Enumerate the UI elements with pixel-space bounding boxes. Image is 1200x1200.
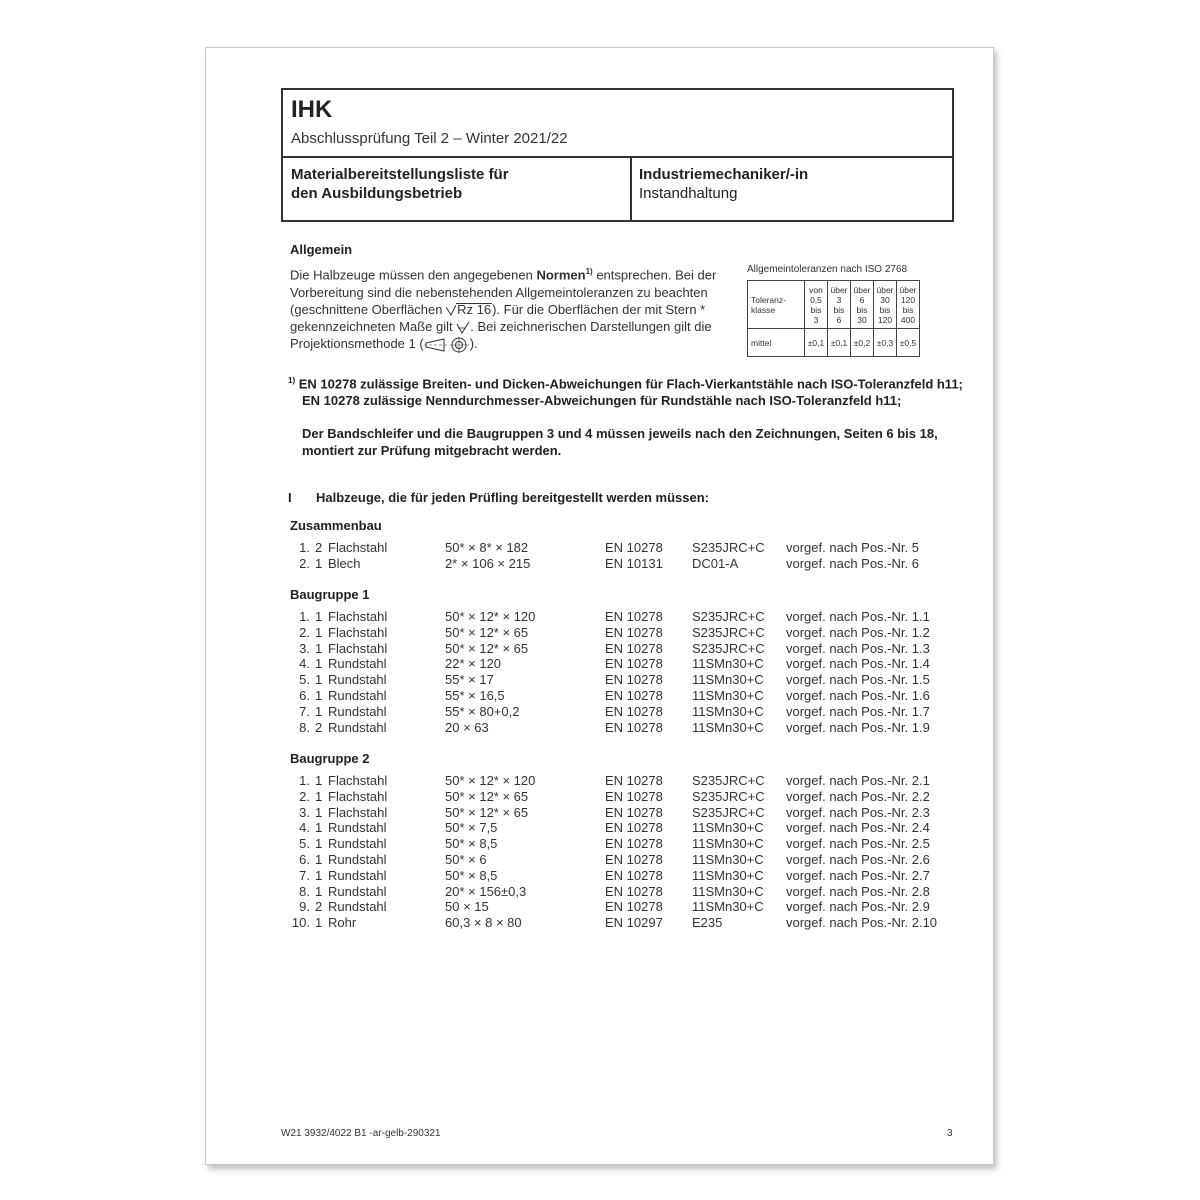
footer-code: W21 3932/4022 B1 -ar-gelb-290321 [281, 1128, 441, 1139]
document-title-line1: Materialbereitstellungsliste für [291, 166, 509, 183]
norms-footnote-ref: 1) [585, 267, 593, 276]
assembly-note-line1: Der Bandschleifer und die Baugruppen 3 und 4 müssen jeweils nach den Zeichnungen, Seiten 6 bis 18, [302, 426, 938, 441]
footnote-line2: EN 10278 zulässige Nenndurchmesser-Abweichungen für Rundstähle nach ISO-Toleranzfeld h11; [302, 392, 902, 408]
tolerance-table [747, 280, 920, 357]
tolerance-value: ±0,2 [851, 329, 874, 357]
general-text-c: entsprechen. Bei der Vorbereitung sind die nebenstehenden Allgemeintoleranzen zu beachten (geschnittene Oberflächen [290, 267, 717, 317]
tolerance-value: ±0,3 [874, 329, 897, 357]
general-text-e: . Bei zeichnerischen Darstellungen gilt die Projektionsmethode 1 ( [290, 318, 712, 352]
section-heading [288, 490, 709, 505]
group-heading-zusammenbau: Zusammenbau [290, 518, 382, 533]
assembly-note [302, 426, 982, 459]
tolerance-range-row [748, 281, 920, 329]
group-heading-baugruppe-1: Baugruppe 1 [290, 587, 370, 602]
tolerance-table-title: Allgemeintoleranzen nach ISO 2768 [747, 264, 908, 275]
general-paragraph [290, 263, 730, 353]
footnote-marker: 1) [288, 376, 296, 385]
range-cell: von 0,5 bis 3 [805, 281, 828, 329]
general-text-f: ). [469, 336, 478, 352]
occupation-specialty: Instandhaltung [639, 185, 738, 202]
footnote-line1: EN 10278 zulässige Breiten- und Dicken-Abweichungen für Flach-Vierkantstähle nach ISO-Toleranzfeld h11; [298, 376, 963, 392]
tolerance-class-name: mittel [748, 329, 805, 357]
assembly-note-line2: montiert zur Prüfung mitgebracht werden. [302, 442, 562, 458]
tolerance-value-row [748, 329, 920, 357]
header-top-section [283, 90, 952, 158]
header-divider [630, 158, 632, 222]
occupation-block [639, 165, 808, 203]
projection-method-icon [424, 337, 470, 353]
exam-header-box [281, 88, 954, 222]
section-title: Halbzeuge, die für jeden Prüfling bereitgestellt werden müssen: [316, 490, 709, 505]
range-cell: über 3 bis 6 [828, 281, 851, 329]
surface-roughness-icon [446, 305, 456, 316]
norms-keyword: Normen [536, 267, 586, 283]
range-cell: über 30 bis 120 [874, 281, 897, 329]
page-number: 3 [947, 1128, 953, 1139]
document-title [291, 165, 621, 203]
group-heading-baugruppe-2: Baugruppe 2 [290, 751, 370, 766]
tolerance-class-header: Toleranz- klasse [748, 281, 805, 329]
range-cell: über 120 bis 400 [897, 281, 920, 329]
section-number: I [288, 490, 292, 505]
tolerance-value: ±0,5 [897, 329, 920, 357]
footnote [288, 373, 988, 409]
general-text-a: Die Halbzeuge müssen den angegebenen [290, 267, 537, 283]
occupation-title: Industriemechaniker/-in [639, 166, 809, 183]
roughness-value: Rz 16 [457, 301, 492, 317]
surface-symbol-icon [456, 321, 470, 334]
range-cell: über 6 bis 30 [851, 281, 874, 329]
general-heading: Allgemein [290, 242, 353, 257]
org-name: IHK [291, 96, 333, 123]
document-page: IHK Abschlussprüfung Teil 2 – Winter 2021/22 Materialbereitstellungsliste für den Ausbildungsbetrieb Industriemechaniker/-in Instandhaltung Allgemein Die Halbzeuge müssen den angegebenen Normen$^{1)}$ entsprechen. Bei der Vorbereitung sind die nebenstehenden Allgemeintoleranzen zu beachten (geschnittene Oberflächen Rz 16). Für die Oberflächen der mit Stern * gekennzeichneten Maße gilt . Bei zeichnerischen Darstellungen gilt die Projektionsmethode 1 ( ). Allgemeintoleranzen nach ISO 2768 Toleranz- klasse von 0,5 bis 3 über 3 bis 6 über 6 bis 30 über 30 bis 120 über 120 bis 400 mittel ±0,1 ±0,1 ±0,2 ±0,3 ±0,5 $^{1)}$ EN 10278 zulässige Breiten- und Dicken-Abweichungen für Flach-Vierkantstähle nach ISO-Toleranzfeld h11; EN 10278 zulässige Nenndurchmesser-Abweichungen für Rundstähle nach ISO-Toleranzfeld h11; Der Bandschleifer und die Baugruppen 3 und 4 müssen jeweils nach den Zeichnungen, Seiten 6 bis 18, montiert zur Prüfung mitgebracht werden. I Halbzeuge, die für jeden Prüfling bereitgestellt werden müssen: Zusammenbau 1. 2 Flachstahl 50* × 8* × 182 EN 10278 S235JRC+C vorgef. nach Pos.-Nr. 5 2. 1 Blech 2* × 106 × 215 EN 10131 DC01-A vorgef. nach Pos.-Nr. 6 Baugruppe 1 1. 1 Flachstahl 50* × 12* × 120 EN 10278 S235JRC+C vorgef. nach Pos.-Nr. 1.1 2. 1 Flachstahl 50* × 12* × 65 EN 10278 S235JRC+C vorgef. nach Pos.-Nr. 1.2 3. 1 Flachstahl 50* × 12* × 65 EN 10278 S235JRC+C vorgef. nach Pos.-Nr. 1.3 4. 1 Rundstahl 22* × 120 EN 10278 11SMn30+C vorgef. nach Pos.-Nr. 1.4 5. 1 Rundstahl 55* × 17 EN 10278 11SMn30+C vorgef. nach Pos.-Nr. 1.5 6. 1 Rundstahl 55* × 16,5 EN 10278 11SMn30+C vorgef. nach Pos.-Nr. 1.6 7. 1 Rundstahl 55* × 80+0,2 EN 10278 11SMn30+C vorgef. nach Pos.-Nr. 1.7 8. 2 Rundstahl 20 × 63 EN 10278 11SMn30+C vorgef. nach Pos.-Nr. 1.9 Baugruppe 2 1. 1 Flachstahl 50* × 12* × 120 EN 10278 S235JRC+C vorgef. nach Pos.-Nr. 2.1 2. 1 Flachstahl 50* × 12* × 65 EN 10278 S235JRC+C vorgef. nach Pos.-Nr. 2.2 3. 1 Flachstahl 50* × 12* × 65 EN 10278 S235JRC+C vorgef. nach Pos.-Nr. 2.3 4. 1 Rundstahl 50* × 7,5 EN 10278 11SMn30+C vorgef. nach Pos.-Nr. 2.4 5. 1 Rundstahl 50* × 8,5 EN 10278 11SMn30+C vorgef. nach Pos.-Nr. 2.5 6. 1 Rundstahl 50* × 6 EN 10278 11SMn30+C vorgef. nach Pos.-Nr. 2.6 7. 1 Rundstahl 50* × 8,5 EN 10278 11SMn30+C vorgef. nach Pos.-Nr. 2.7 8. 1 Rundstahl 20* × 156±0,3 EN 10278 11SMn30+C vorgef. nach Pos.-Nr. 2.8 9. 2 Rundstahl 50 × 15 EN 10278 11SMn30+C vorgef. nach Pos.-Nr. 2.9 10. 1 Rohr 60,3 × 8 × 80 EN 10297 E235 vorgef. nach Pos.-Nr. 2.10 W21 3932/4022 B1 -ar-gelb-290321 3 [205, 47, 994, 1165]
tolerance-value: ±0,1 [805, 329, 828, 357]
exam-title: Abschlussprüfung Teil 2 – Winter 2021/22 [291, 130, 568, 147]
document-title-line2: den Ausbildungsbetrieb [291, 185, 463, 202]
tolerance-value: ±0,1 [828, 329, 851, 357]
general-text-d: ). Für die Oberflächen der mit Stern * gekennzeichneten Maße gilt [290, 301, 706, 334]
